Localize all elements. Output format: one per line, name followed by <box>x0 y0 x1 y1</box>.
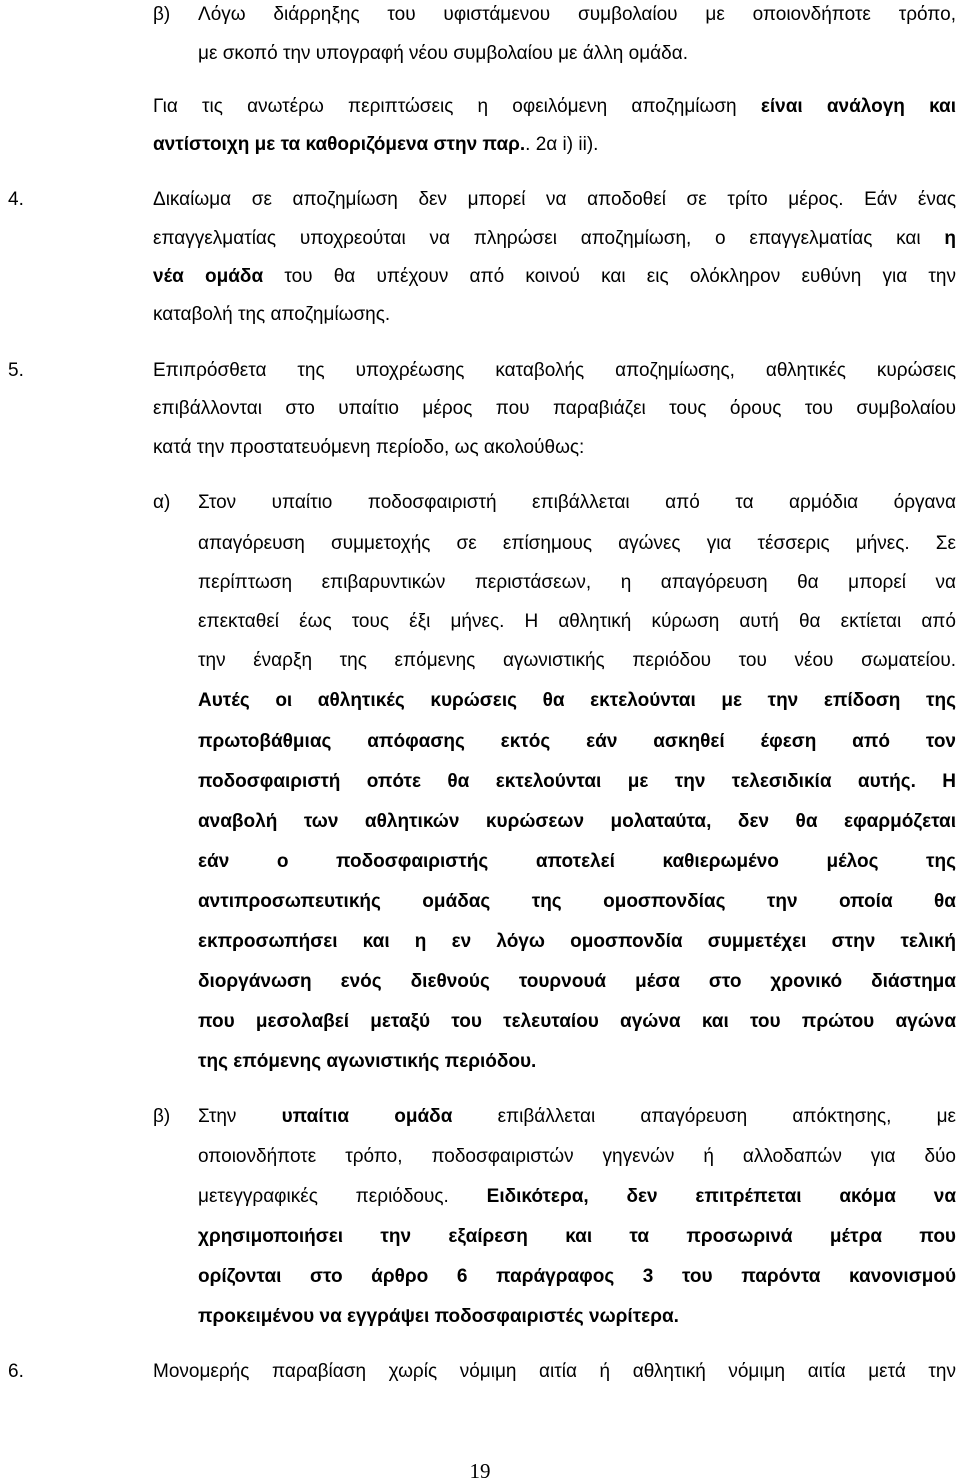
paragraph-line: επιβάλλονται στο υπαίτιο μέρος που παραβιάζει τους όρους του συμβολαίου <box>153 398 956 419</box>
text-run: Στην <box>198 1106 282 1127</box>
list-number-6: 6. <box>8 1361 24 1382</box>
bold-text-run: υπαίτια ομάδα <box>281 1106 453 1127</box>
paragraph-line: διοργάνωση ενός διεθνούς τουρνουά μέσα στο χρονικό διάστημα <box>198 971 956 992</box>
paragraph-line: εκπροσωπήσει και η εν λόγω ομοσπονδία συμμετέχει στην τελική <box>198 931 956 952</box>
paragraph-line: κατά την προστατευόμενη περίοδο, ως ακολούθως: <box>153 437 585 458</box>
paragraph-line: απαγόρευση συμμετοχής σε επίσημους αγώνες για τέσσερις μήνες. Σε <box>198 533 956 554</box>
paragraph-line: καταβολή της αποζημίωσης. <box>153 304 391 325</box>
paragraph-line: πρωτοβάθμιας απόφασης εκτός εάν ασκηθεί έφεση από τον <box>198 731 956 752</box>
paragraph-line: αναβολή των αθλητικών κυρώσεων μολαταύτα, δεν θα εφαρμόζεται <box>198 811 956 832</box>
paragraph-line <box>153 266 956 288</box>
paragraph-line: χρησιμοποιήσει την εξαίρεση και τα προσωρινά μέτρα που <box>198 1226 956 1247</box>
page-number: 19 <box>469 1459 491 1483</box>
paragraph-line: Λόγω διάρρηξης του υφιστάμενου συμβολαίου με οποιονδήποτε τρόπο, <box>198 4 956 25</box>
paragraph-line: Μονομερής παραβίαση χωρίς νόμιμη αιτία ή αθλητική νόμιμη αιτία μετά την <box>153 1361 956 1382</box>
paragraph-line: με σκοπό την υπογραφή νέου συμβολαίου με άλλη ομάδα. <box>198 43 688 64</box>
bold-text-run: αντίστοιχη με τα καθοριζόμενα στην παρ. <box>153 134 526 155</box>
paragraph-line: την έναρξη της επόμενης αγωνιστικής περιόδου του νέου σωματείου. <box>198 650 956 671</box>
paragraph-line <box>153 134 598 156</box>
paragraph-line <box>198 1106 956 1128</box>
list-marker-alpha: α) <box>153 492 171 513</box>
bold-text-run: η <box>944 228 956 249</box>
bold-text-run: είναι ανάλογη και <box>760 96 956 117</box>
paragraph-line: οποιονδήποτε τρόπο, ποδοσφαιριστών γηγενών ή αλλοδαπών για δύο <box>198 1146 956 1167</box>
text-run: μετεγγραφικές περιόδους. <box>198 1186 487 1207</box>
text-run: επιβάλλεται απαγόρευση απόκτησης, με <box>452 1106 956 1127</box>
paragraph-line: της επόμενης αγωνιστικής περιόδου. <box>198 1051 537 1072</box>
paragraph-line: Αυτές οι αθλητικές κυρώσεις θα εκτελούνται με την επίδοση της <box>198 690 956 711</box>
paragraph-line: Επιπρόσθετα της υποχρέωσης καταβολής αποζημίωσης, αθλητικές κυρώσεις <box>153 360 956 381</box>
paragraph-line: περίπτωση επιβαρυντικών περιστάσεων, η απαγόρευση θα μπορεί να <box>198 572 956 593</box>
text-run: του θα υπέχουν από κοινού και εις ολόκληρον ευθύνη για την <box>263 266 956 287</box>
text-run: επαγγελματίας υποχρεούται να πληρώσει αποζημίωση, ο επαγγελματίας και <box>153 228 945 249</box>
paragraph-line: εάν ο ποδοσφαιριστής αποτελεί καθιερωμένο μέλος της <box>198 851 956 872</box>
list-marker-beta: β) <box>153 1106 171 1127</box>
bold-text-run: νέα ομάδα <box>153 266 264 287</box>
paragraph-line: ποδοσφαιριστή οπότε θα εκτελούνται με την τελεσιδικία αυτής. Η <box>198 771 956 792</box>
paragraph-line <box>153 228 956 250</box>
text-run: . 2α i) ii). <box>525 134 599 155</box>
paragraph-line <box>198 1186 956 1208</box>
paragraph-line: επεκταθεί έως τους έξι μήνες. Η αθλητική κύρωση αυτή θα εκτίεται από <box>198 611 956 632</box>
paragraph-line: που μεσολαβεί μεταξύ του τελευταίου αγώνα και του πρώτου αγώνα <box>198 1011 956 1032</box>
paragraph-line <box>153 96 956 118</box>
list-number-5: 5. <box>8 360 24 381</box>
paragraph-line: ορίζονται στο άρθρο 6 παράγραφος 3 του παρόντα κανονισμού <box>198 1266 956 1287</box>
paragraph-line: Δικαίωμα σε αποζημίωση δεν μπορεί να αποδοθεί σε τρίτο μέρος. Εάν ένας <box>153 189 956 210</box>
list-marker-beta: β) <box>153 4 171 25</box>
bold-text-run: Ειδικότερα, δεν επιτρέπεται ακόμα να <box>486 1186 956 1207</box>
paragraph-line: προκειμένου να εγγράψει ποδοσφαιριστές νωρίτερα. <box>198 1306 679 1327</box>
list-number-4: 4. <box>8 189 24 210</box>
paragraph-line: αντιπροσωπευτικής ομάδας της ομοσπονδίας την οποία θα <box>198 891 956 912</box>
paragraph-line: Στον υπαίτιο ποδοσφαιριστή επιβάλλεται από τα αρμόδια όργανα <box>198 492 956 513</box>
text-run: Για τις ανωτέρω περιπτώσεις η οφειλόμενη αποζημίωση <box>153 96 761 117</box>
